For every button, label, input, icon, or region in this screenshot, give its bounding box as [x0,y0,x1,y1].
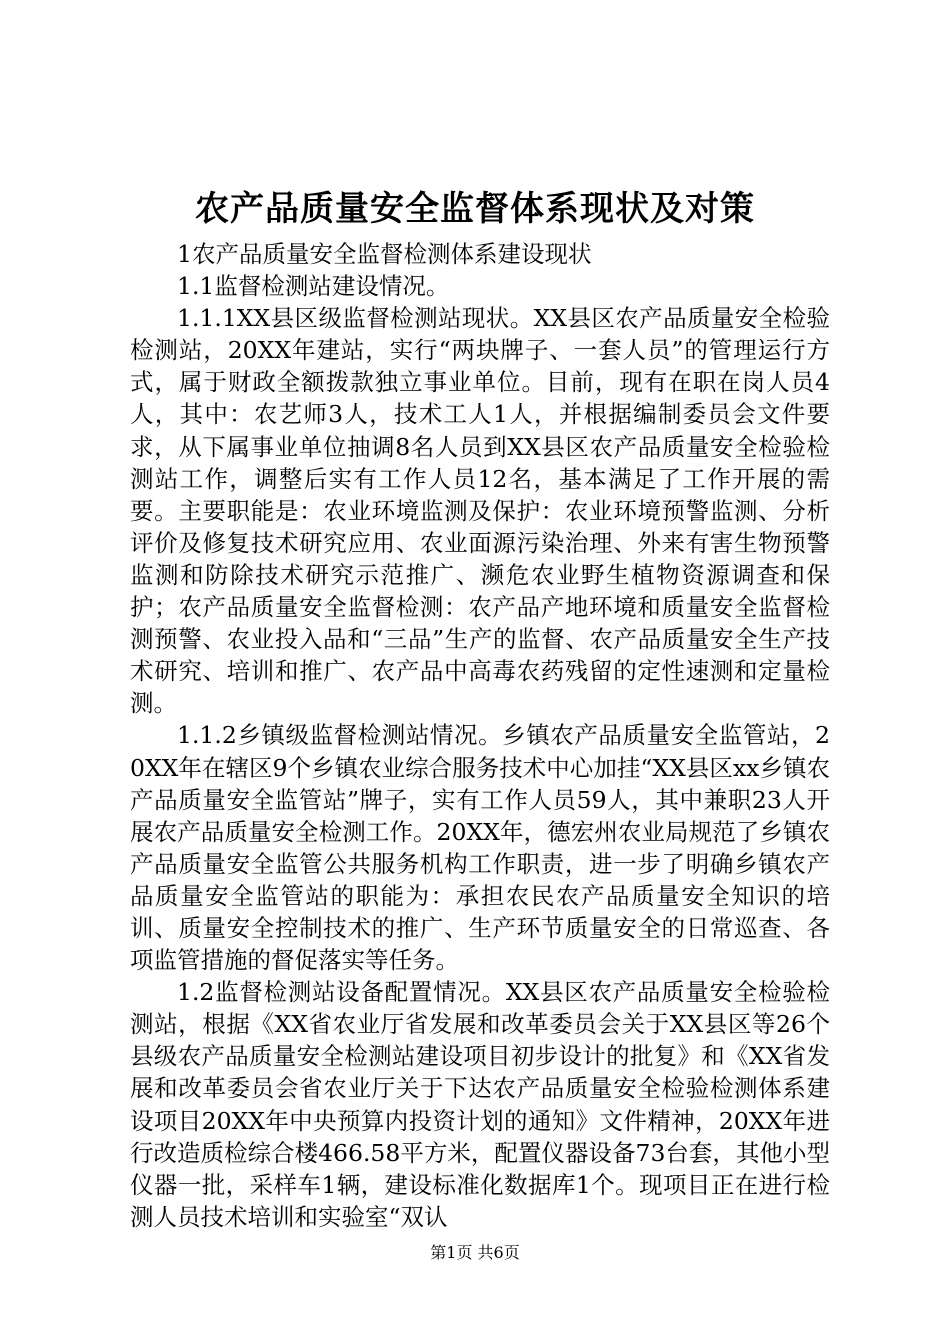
document-title: 农产品质量安全监督体系现状及对策 [195,189,755,229]
section-heading: 1农产品质量安全监督检测体系建设现状 [177,240,592,268]
subsection-heading: 1.1监督检测站建设情况。 [177,272,450,301]
body-paragraph: 1.2监督检测站设备配置情况。XX县区农产品质量安全检验检测站，根据《XX省农业厅省发展和改革委员会关于XX县区等26个县级农产品质量安全检测站建设项目初步设计的批复》和《XX省发展和改革委员会省农业厅关于下达农产品质量安全检验检测体系建设项目20XX年中央预算内投资计划的通知》文件精神，20XX年进行改造质检综合楼466.58平方米，配置仪器设备73台套，其他小型仪器一批，采样车1辆，建设标准化数据库1个。现项目正在进行检测人员技术培训和实验室“双认 [130,978,830,1231]
page-number-footer: 第1页 共6页 [430,1243,520,1262]
body-paragraph: 1.1.1XX县区级监督检测站现状。XX县区农产品质量安全检验检测站，20XX年建站，实行“两块牌子、一套人员”的管理运行方式，属于财政全额拨款独立事业单位。目前，现有在职在岗人员4人，其中：农艺师3人，技术工人1人，并根据编制委员会文件要求，从下属事业单位抽调8名人员到XX县区农产品质量安全检验检测站工作，调整后实有工作人员12名，基本满足了工作开展的需要。主要职能是：农业环境监测及保护：农业环境预警监测、分析评价及修复技术研究应用、农业面源污染治理、外来有害生物预警监测和防除技术研究示范推广、濒危农业野生植物资源调查和保护；农产品质量安全监督检测：农产品产地环境和质量安全监督检测预警、农业投入品和“三品”生产的监督、农产品质量安全生产技术研究、培训和推广、农产品中高毒农药残留的定性速测和定量检测。 [130,304,830,718]
document-body [130,238,830,1233]
body-paragraph: 1.1.2乡镇级监督检测站情况。乡镇农产品质量安全监管站，20XX年在辖区9个乡镇农业综合服务技术中心加挂“XX县区xx乡镇农产品质量安全监管站”牌子，实有工作人员59人，其中兼职23人开展农产品质量安全检测工作。20XX年，德宏州农业局规范了乡镇农产品质量安全监管公共服务机构工作职责，进一步了明确乡镇农产品质量安全监管站的职能为：承担农民农产品质量安全知识的培训、质量安全控制技术的推广、生产环节质量安全的日常巡查、各项监管措施的督促落实等任务。 [130,721,830,975]
